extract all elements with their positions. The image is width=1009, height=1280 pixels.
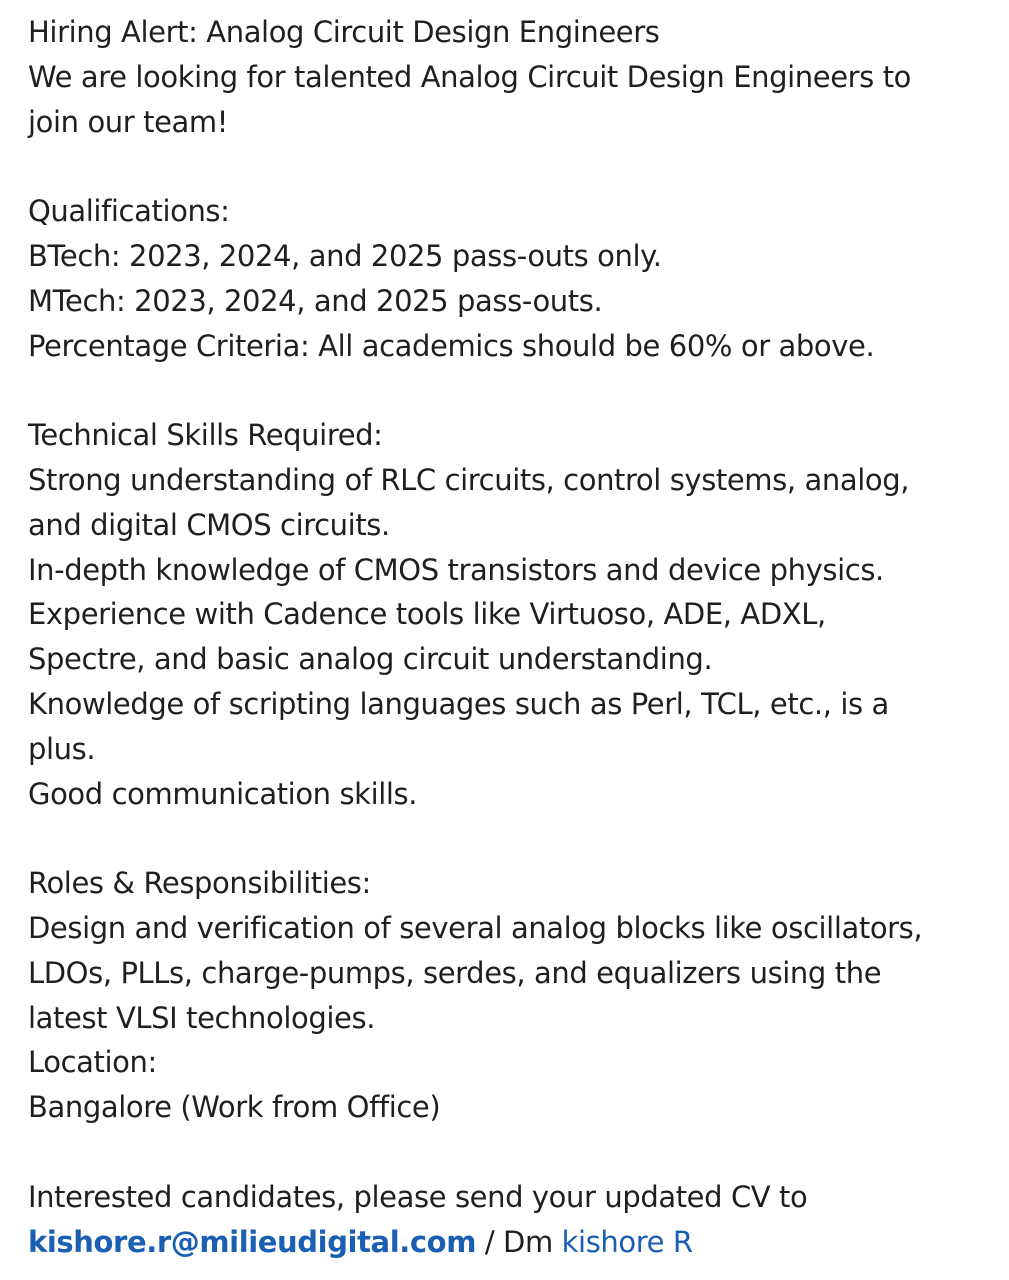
spacer <box>28 144 988 189</box>
spacer <box>28 368 988 413</box>
contact-text: Interested candidates, please send your updated CV to <box>28 1179 808 1214</box>
skill-line: and digital CMOS circuits. <box>28 507 390 542</box>
qualification-percentage: Percentage Criteria: All academics should be 60% or above. <box>28 328 875 363</box>
skills-heading: Technical Skills Required: <box>28 418 383 453</box>
location-value: Bangalore (Work from Office) <box>28 1090 441 1125</box>
skill-line: Good communication skills. <box>28 776 418 811</box>
roles-heading: Roles & Responsibilities: <box>28 866 371 901</box>
role-line: LDOs, PLLs, charge-pumps, serdes, and equalizers using the <box>28 955 882 990</box>
spacer <box>28 816 988 861</box>
location-heading: Location: <box>28 1045 157 1080</box>
skill-line: Strong understanding of RLC circuits, control systems, analog, <box>28 462 910 497</box>
contact-links <box>28 1220 988 1265</box>
skill-line: plus. <box>28 731 96 766</box>
role-line: latest VLSI technologies. <box>28 1000 376 1035</box>
spacer <box>28 1130 988 1175</box>
qualification-btech: BTech: 2023, 2024, and 2025 pass-outs only. <box>28 238 662 273</box>
qualification-mtech: MTech: 2023, 2024, and 2025 pass-outs. <box>28 283 603 318</box>
skill-line: In-depth knowledge of CMOS transistors and device physics. <box>28 552 884 587</box>
job-post <box>28 10 988 1264</box>
skill-line: Spectre, and basic analog circuit understanding. <box>28 642 713 677</box>
post-title: Hiring Alert: Analog Circuit Design Engineers <box>28 15 660 49</box>
skill-line: Knowledge of scripting languages such as Perl, TCL, etc., is a <box>28 686 889 721</box>
qualifications-heading: Qualifications: <box>28 194 230 229</box>
intro-text-cont: join our team! <box>28 104 228 139</box>
intro-text: We are looking for talented Analog Circuit Design Engineers to <box>28 59 912 94</box>
role-line: Design and verification of several analog blocks like oscillators, <box>28 910 923 945</box>
email-link[interactable]: kishore.r@milieudigital.com <box>28 1224 477 1259</box>
skill-line: Experience with Cadence tools like Virtuoso, ADE, ADXL, <box>28 597 826 632</box>
user-mention-link[interactable]: kishore R <box>561 1224 693 1259</box>
contact-separator: / Dm <box>476 1224 562 1259</box>
